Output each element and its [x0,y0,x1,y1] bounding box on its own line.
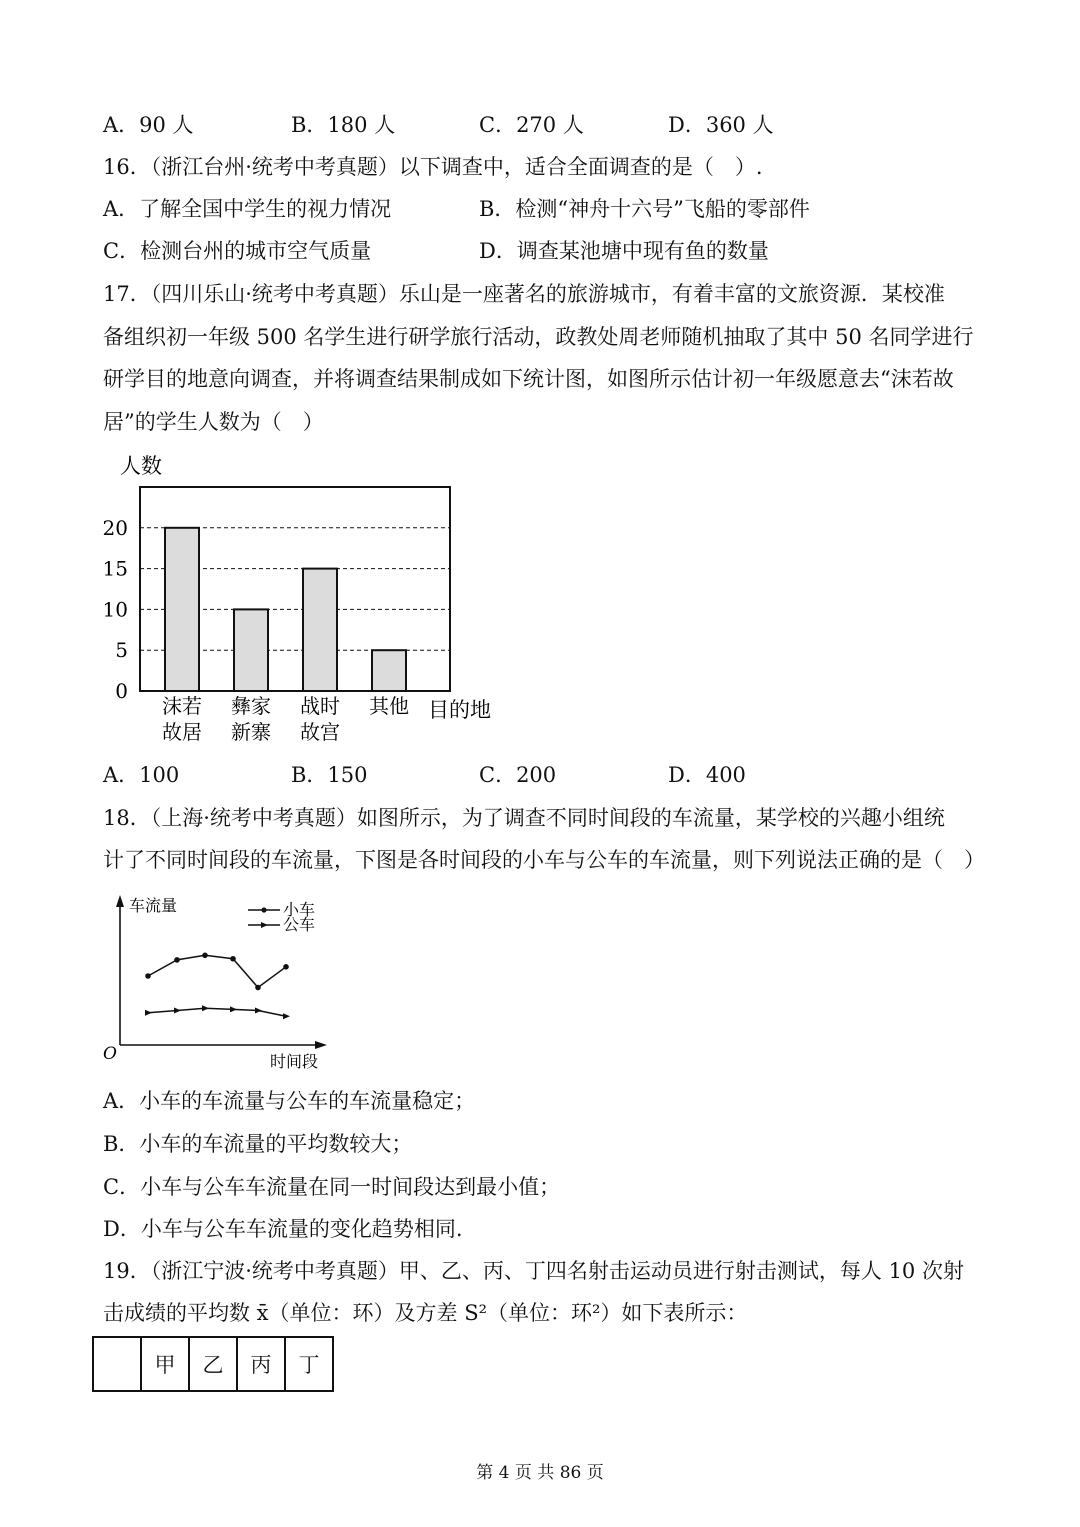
table-header-cell: 丁 [285,1337,333,1391]
q18-line-chart [95,885,345,1075]
q19-stem-line-2: 击成绩的平均数 x̄（单位：环）及方差 S²（单位：环²）如下表所示： [103,1301,748,1325]
car-point [230,956,236,962]
bar [165,528,199,691]
q18-stem-line-2: 计了不同时间段的车流量，下图是各时间段的小车与公车的车流量，则下列说法正确的是（ ） [103,848,985,872]
q17-option-c: C．200 [479,763,557,787]
bus-point [283,1013,290,1019]
origin-label: O [103,1044,117,1064]
page-footer: 第 4 页 共 86 页 [476,1463,604,1483]
q17-stem-line-1: 17．（四川乐山·统考中考真题）乐山是一座著名的旅游城市，有着丰富的文旅资源．某校准 [103,282,945,306]
bus-point [255,1008,262,1014]
q17-bar-chart [90,445,510,750]
q15-option-b: B．180 人 [291,113,396,137]
bus-point [145,1010,152,1016]
x-tick-label: 其他 [369,694,409,718]
y-tick-label: 10 [102,597,128,622]
y-tick-label: 5 [115,638,128,663]
q17-stem-line-2: 备组织初一年级 500 名学生进行研学旅行活动，政教处周老师随机抽取了其中 50 名同学进行 [103,325,974,349]
x-tick-label: 战时 [300,694,340,718]
bus-point [230,1006,237,1012]
q17-option-d: D．400 [668,763,746,787]
y-axis-arrow [116,895,124,907]
x-axis-label: 目的地 [428,698,491,722]
q17-stem-line-3: 研学目的地意向调查，并将调查结果制成如下统计图，如图所示估计初一年级愿意去“沫若故 [103,367,954,391]
q19-stem-line-1: 19．（浙江宁波·统考中考真题）甲、乙、丙、丁四名射击运动员进行射击测试，每人 10 次射 [103,1259,964,1283]
car-point [174,957,180,963]
q15-option-d: D．360 人 [668,113,774,137]
car-point [202,953,208,959]
car-point [283,964,289,970]
q18-option-a: A．小车的车流量与公车的车流量稳定； [103,1089,476,1113]
car-point [255,985,261,991]
bus-point [202,1005,209,1011]
x-axis-label: 时间段 [270,1052,319,1071]
q18-stem-line-1: 18．（上海·统考中考真题）如图所示，为了调查不同时间段的车流量，某学校的兴趣小组统 [103,806,945,830]
legend-label-car: 小车 [283,900,316,919]
legend-label-bus: 公车 [283,915,316,934]
table-header-cell [93,1337,141,1391]
table-header-cell: 乙 [189,1337,237,1391]
y-tick-label: 20 [102,515,128,540]
bus-point [174,1008,181,1014]
q16-option-a: A．了解全国中学生的视力情况 [103,197,392,221]
table-row [93,1337,333,1391]
q18-option-c: C．小车与公车车流量在同一时间段达到最小值； [103,1175,561,1199]
q17-option-b: B．150 [291,763,368,787]
y-tick-label: 15 [102,556,128,581]
bar [303,569,337,691]
table-header-cell: 甲 [141,1337,189,1391]
q16-option-b: B．检测“神舟十六号”飞船的零部件 [479,197,810,221]
q16-option-d: D．调查某池塘中现有鱼的数量 [479,239,769,263]
y-tick-label: 0 [115,679,128,703]
q15-option-c: C．270 人 [479,113,584,137]
q17-option-a: A．100 [103,763,180,787]
legend-marker-bus [261,922,268,928]
x-tick-label: 故居 [162,720,202,744]
table-header-cell: 丙 [237,1337,285,1391]
bar [234,609,268,691]
x-tick-label: 故宫 [300,720,340,744]
car-series-line [148,955,286,987]
x-tick-label: 新寨 [231,720,271,744]
x-axis-arrow [315,1041,327,1049]
q18-option-b: B．小车的车流量的平均数较大； [103,1132,413,1156]
q15-option-a: A．90 人 [103,113,194,137]
bus-series-line [148,1008,286,1016]
bar [372,650,406,691]
y-axis-label: 人数 [120,454,162,478]
q17-stem-line-4: 居”的学生人数为（ ） [103,410,324,434]
y-axis-label: 车流量 [129,896,178,915]
q19-table [92,1336,334,1392]
x-tick-label: 彝家 [231,694,271,718]
x-tick-label: 沫若 [162,694,202,718]
car-point [145,973,151,979]
q16-option-c: C．检测台州的城市空气质量 [103,239,372,263]
legend-marker-car [261,907,266,912]
q18-option-d: D．小车与公车车流量的变化趋势相同. [103,1217,463,1241]
q16-stem: 16．（浙江台州·统考中考真题）以下调查中，适合全面调查的是（ ）. [103,155,763,179]
